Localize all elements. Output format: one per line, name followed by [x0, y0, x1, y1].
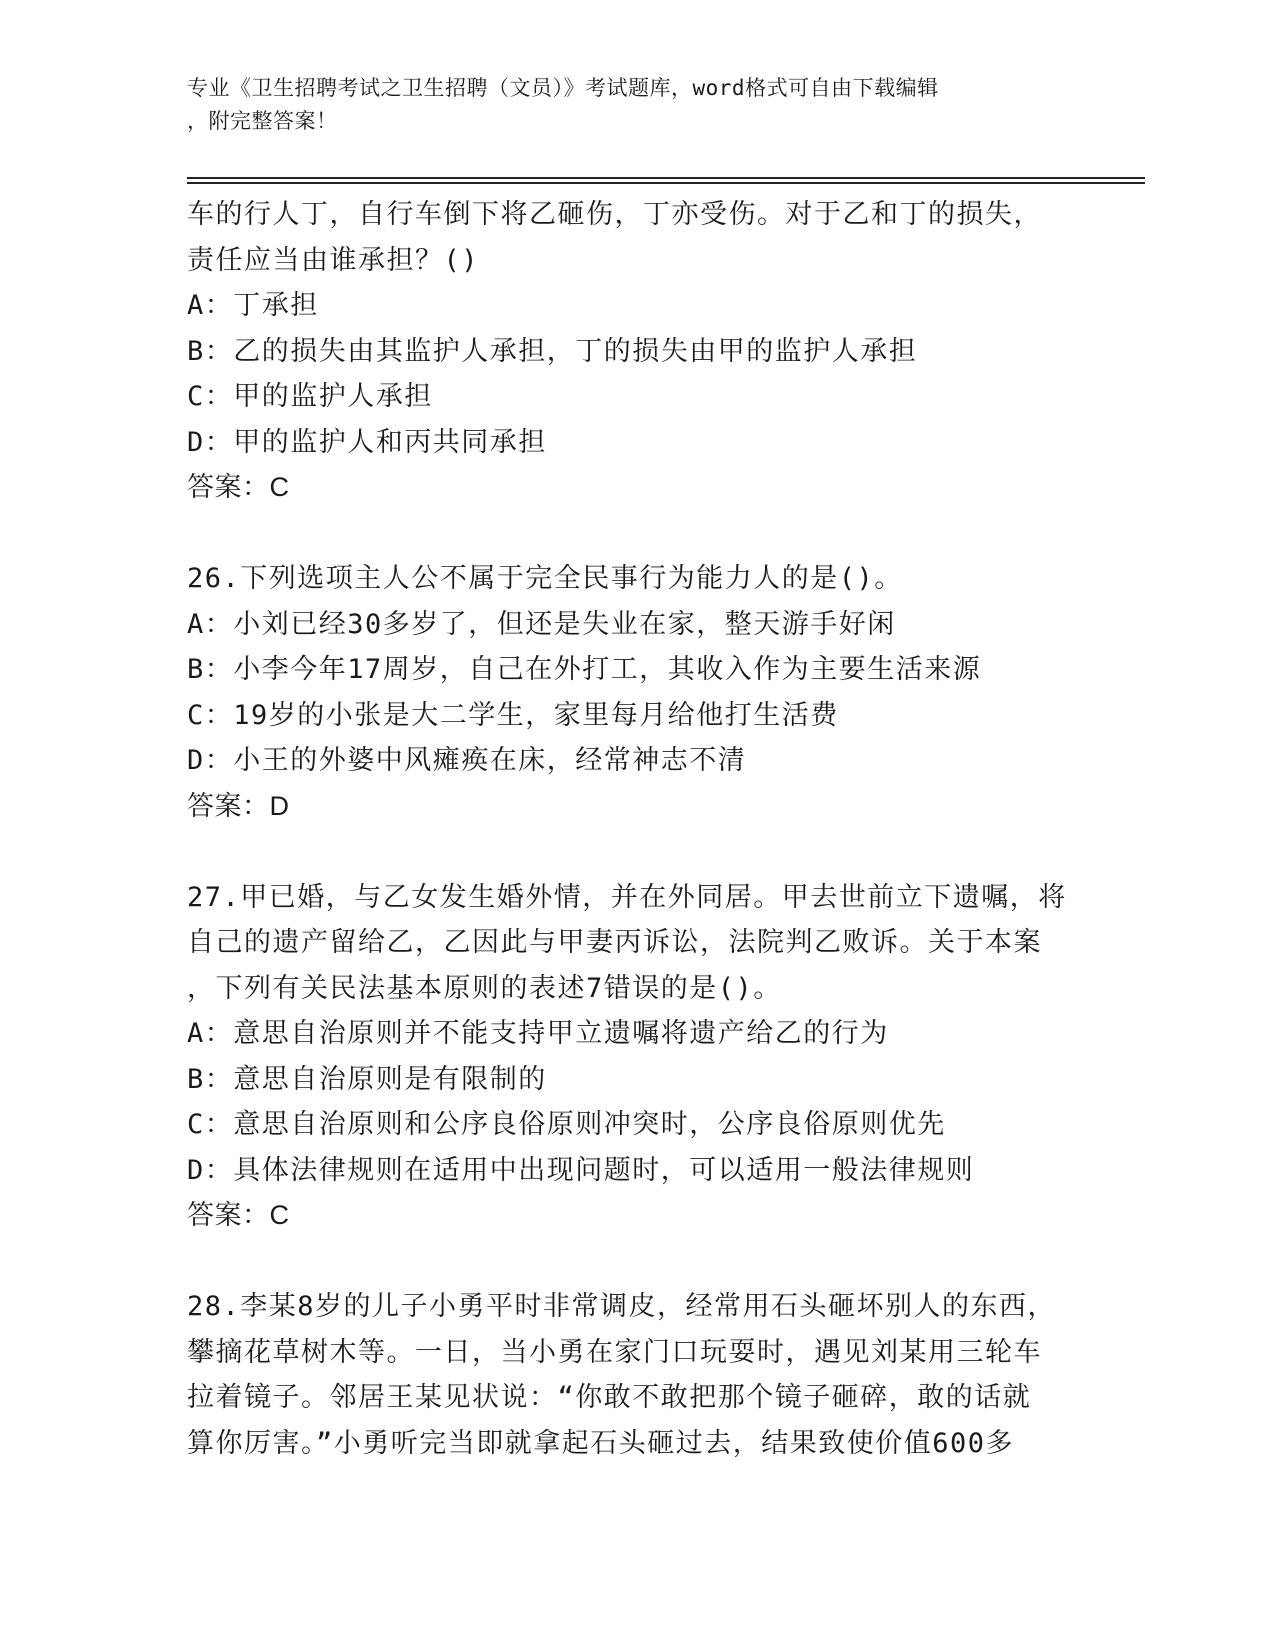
- header-line-2: ，附完整答案！: [187, 109, 338, 133]
- option-a: A：小刘已经30多岁了，但还是失业在家，整天游手好闲: [187, 608, 896, 640]
- header-divider-bottom: [187, 182, 1145, 184]
- spacer: [187, 1239, 1087, 1285]
- option-c: C：19岁的小张是大二学生，家里每月给他打生活费: [187, 699, 839, 731]
- option-b: B：乙的损失由其监护人承担，丁的损失由甲的监护人承担: [187, 335, 918, 367]
- question-stem-line: 拉着镜子。邻居王某见状说：“你敢不敢把那个镜子砸碎，敢的话就: [187, 1382, 1032, 1413]
- question-28: [187, 1284, 1087, 1466]
- option-c: C：意思自治原则和公序良俗原则冲突时，公序良俗原则优先: [187, 1109, 946, 1140]
- option-b: B：小李今年17周岁，自己在外打工，其收入作为主要生活来源: [187, 654, 982, 685]
- question-stem-line: 27.甲已婚，与乙女发生婚外情，并在外同居。甲去世前立下遗嘱，将: [187, 881, 1067, 913]
- question-26: [187, 556, 1087, 829]
- answer: 答案：D: [187, 790, 290, 821]
- option-d: D：具体法律规则在适用中出现问题时，可以适用一般法律规则: [187, 1154, 975, 1186]
- question-stem-line: 车的行人丁，自行车倒下将乙砸伤，丁亦受伤。对于乙和丁的损失，: [187, 199, 1042, 230]
- question-stem-line: 算你厉害。”小勇听完当即就拿起石头砸过去，结果致使价值600多: [187, 1427, 1015, 1459]
- question-stem-line: 28.李某8岁的儿子小勇平时非常调皮，经常用石头砸坏别人的东西，: [187, 1291, 1057, 1322]
- question-stem-line: 自己的遗产留给乙，乙因此与甲妻丙诉讼，法院判乙败诉。关于本案: [187, 927, 1042, 958]
- option-c: C：甲的监护人承担: [187, 381, 433, 412]
- question-25: [187, 192, 1087, 511]
- document-header: [187, 72, 1067, 138]
- option-d: D：小王的外婆中风瘫痪在床，经常神志不清: [187, 745, 747, 776]
- option-a: A：意思自治原则并不能支持甲立遗嘱将遗产给乙的行为: [187, 1018, 889, 1049]
- spacer: [187, 829, 1087, 875]
- question-stem-line: 26.下列选项主人公不属于完全民事行为能力人的是()。: [187, 563, 903, 594]
- answer: 答案：C: [187, 1200, 290, 1230]
- spacer: [187, 511, 1087, 557]
- question-27: [187, 875, 1087, 1239]
- header-divider-top: [187, 177, 1145, 179]
- answer: 答案：C: [187, 472, 290, 502]
- question-stem-line: 责任应当由谁承担？(): [187, 244, 480, 276]
- question-list: [187, 192, 1087, 1466]
- question-stem-line: ，下列有关民法基本原则的表述7错误的是()。: [187, 972, 782, 1004]
- question-stem-line: 攀摘花草树木等。一日，当小勇在家门口玩耍时，遇见刘某用三轮车: [187, 1336, 1042, 1368]
- option-b: B：意思自治原则是有限制的: [187, 1063, 547, 1095]
- header-line-1: 专业《卫生招聘考试之卫生招聘（文员）》考试题库，word格式可自由下载编辑: [187, 76, 939, 100]
- option-a: A：丁承担: [187, 290, 319, 321]
- option-d: D：甲的监护人和丙共同承担: [187, 426, 547, 458]
